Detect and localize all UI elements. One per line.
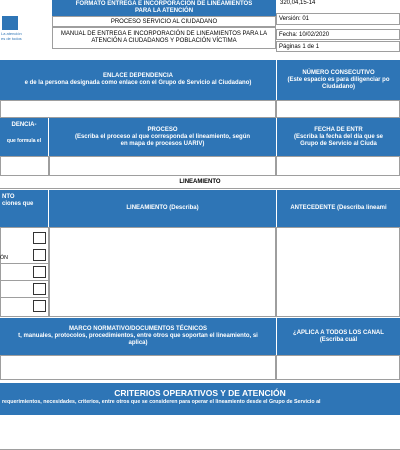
dependencia-header (0, 118, 48, 156)
canales-title: ¿APLICA A TODOS LOS CANAL (293, 329, 384, 336)
option-checkbox-5[interactable] (33, 300, 46, 312)
version-label: Versión: 01 (276, 13, 400, 25)
manual-label (52, 27, 276, 49)
canales-field[interactable] (276, 355, 400, 380)
enlace-field[interactable] (0, 100, 276, 118)
logo-icon (2, 16, 18, 30)
criterios-field[interactable] (0, 415, 400, 450)
lineamiento-col-header (49, 190, 276, 227)
enlace-header (0, 60, 276, 100)
logo-block (0, 0, 52, 52)
consecutivo-header (277, 60, 400, 100)
manual-line2: ATENCIÓN A CIUDADANOS Y POBLACIÓN VÍCTIMA (91, 38, 237, 44)
form-title-line2: PARA LA ATENCIÓN (134, 8, 194, 14)
criterios-title: CRITERIOS OPERATIVOS Y DE ATENCIÓN (114, 388, 286, 398)
option-checkbox-3[interactable] (33, 266, 46, 278)
lineamiento-col-title: LINEAMIENTO (Describa) (126, 205, 199, 211)
consecutivo-subtitle1: (Este espacio es para diligenciar po (287, 76, 390, 83)
marco-subtitle1: t, manuales, protocolos, procedimientos, entre otros que soportan el lineamiento, si (18, 333, 258, 339)
date-label: Fecha: 10/02/2020 (276, 29, 400, 40)
consecutivo-field[interactable] (276, 100, 400, 118)
marco-subtitle2: aplica) (128, 340, 148, 346)
consecutivo-title: NÚMERO CONSECUTIVO (302, 69, 375, 76)
option-divider-1 (0, 263, 49, 264)
process-label: PROCESO SERVICIO AL CIUDADANO (52, 16, 276, 27)
tipo-line1: NTO (2, 194, 15, 200)
marco-title: MARCO NORMATIVO/DOCUMENTOS TÉCNICOS (68, 326, 208, 332)
fecha-entrega-title: FECHA DE ENTR (314, 126, 363, 133)
manual-line1: MANUAL DE ENTREGA E INCORPORACIÓN DE LINEAMIENTOS PARA LA (60, 31, 268, 37)
antecedente-col-title: ANTECEDENTE (Describa lineami (290, 205, 387, 211)
form-title-line1: FORMATO ENTREGA E INCORPORACIÓN DE LINEAMIENTOS (75, 1, 253, 7)
option-checkbox-1[interactable] (33, 232, 46, 244)
enlace-title: ENLACE DEPENDENCIA (102, 73, 173, 79)
antecedente-field[interactable] (276, 227, 400, 317)
fecha-entrega-field[interactable] (276, 156, 400, 176)
canales-header (277, 318, 400, 355)
logo-text: La atención es de todos (1, 31, 22, 41)
antecedente-col-header (277, 190, 400, 227)
dependencia-line1: DENCIA- (11, 122, 37, 128)
criterios-header (0, 383, 400, 415)
marco-header (0, 318, 276, 355)
option-checkbox-2[interactable] (33, 249, 46, 261)
lineamiento-bar: LINEAMIENTO (0, 179, 400, 189)
proceso-subtitle1: (Escriba el proceso al que corresponda el lineamiento, según (74, 133, 251, 140)
criterios-subtitle: requerimientos, necesidades, criterios, entre otros que se consideren para operar el lineamiento desde el Grupo de Servicio al (2, 399, 321, 405)
pages-label: Páginas 1 de 1 (276, 41, 400, 52)
tipo-line2: ciones que (2, 201, 34, 207)
proceso-header (49, 118, 276, 156)
fecha-entrega-subtitle1: (Escriba la fecha del día que se (293, 133, 384, 140)
option-label: ÓN (0, 255, 8, 261)
lineamiento-field[interactable] (49, 227, 276, 317)
fecha-entrega-subtitle2: Grupo de Servicio al Ciuda (300, 140, 377, 147)
dependencia-field[interactable] (0, 156, 49, 176)
fecha-entrega-header (277, 118, 400, 156)
consecutivo-subtitle2: Ciudadano) (322, 83, 355, 90)
proceso-subtitle2: en mapa de procesos UARIV) (120, 140, 205, 147)
tipo-header (0, 190, 48, 227)
form-title (52, 0, 276, 16)
option-divider-3 (0, 297, 49, 298)
canales-subtitle: (Escriba cuál (319, 336, 358, 343)
form-code: 320,04,15-14 (280, 0, 316, 6)
dependencia-line2: que formula el (6, 138, 42, 144)
enlace-subtitle: e de la persona designada como enlace con el Grupo de Servicio al Ciudadano) (24, 80, 252, 86)
proceso-field[interactable] (49, 156, 276, 176)
option-checkbox-4[interactable] (33, 283, 46, 295)
option-divider-2 (0, 280, 49, 281)
proceso-title: PROCESO (147, 126, 178, 133)
marco-field[interactable] (0, 355, 276, 380)
